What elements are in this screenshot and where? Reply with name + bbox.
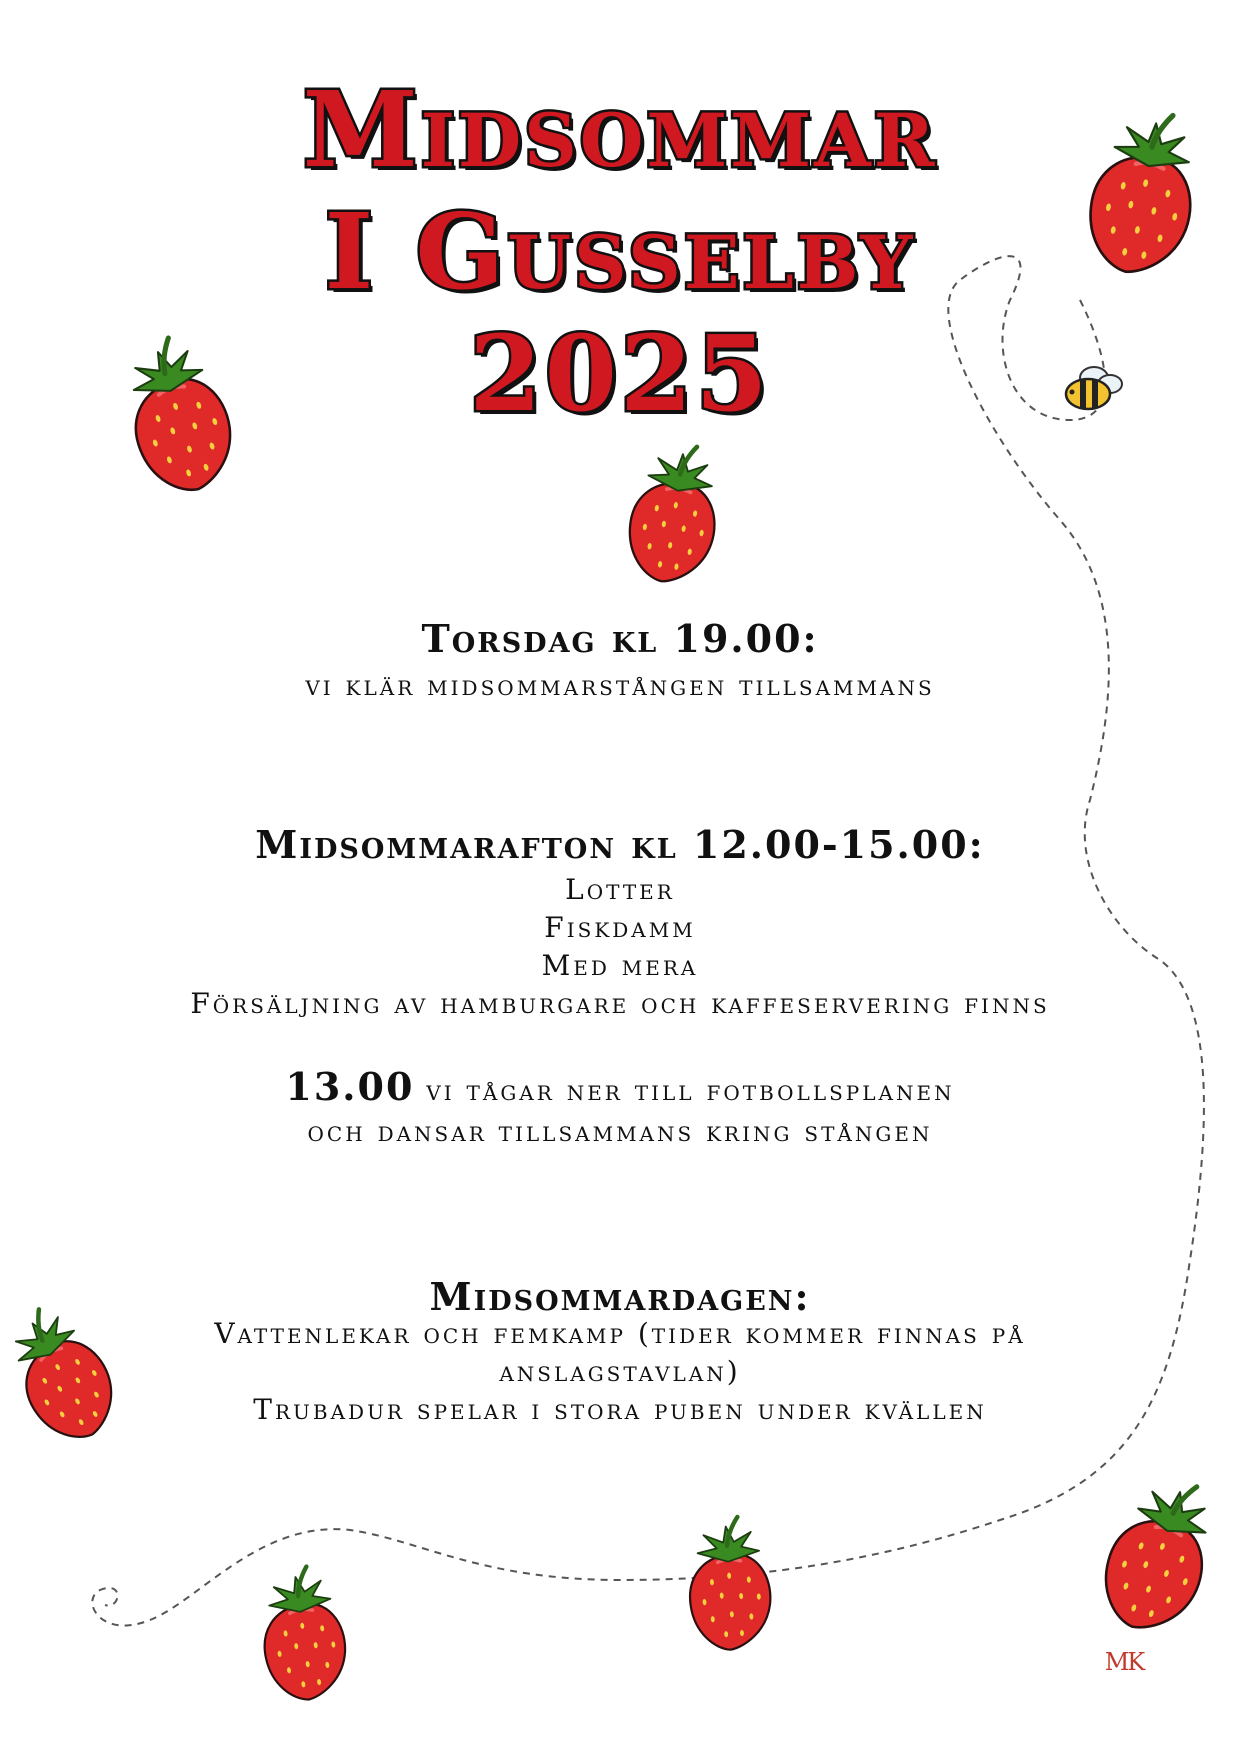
day-heading: Midsommardagen: [429, 1274, 811, 1319]
strawberry-icon [1091, 1468, 1227, 1642]
thursday-heading: Torsdag kl 19.00: [421, 616, 819, 661]
title-line-1: Midsommar [302, 68, 938, 191]
eve-parade-text-2: och dansar tillsammans kring stången [307, 1115, 933, 1148]
eve-heading: Midsommarafton kl 12.00-15.00: [255, 822, 985, 867]
day-text-3: Trubadur spelar i stora puben under kvällen [253, 1393, 987, 1426]
eve-item-fiskdamm: Fiskdamm [544, 911, 696, 944]
eve-parade-line [0, 1064, 1240, 1109]
title-line-2: I Gusselby [324, 190, 916, 313]
signature: MK [1104, 1648, 1144, 1676]
day-text-1: Vattenlekar och femkamp (tider kommer finnas på [214, 1317, 1026, 1350]
eve-item-forsaljning: Försäljning av hamburgare och kaffeservering finns [190, 987, 1050, 1020]
day-text-2: anslagstavlan) [499, 1355, 741, 1388]
thursday-text: vi klär midsommarstången tillsammans [305, 669, 935, 702]
strawberry-icon [685, 1515, 774, 1652]
title-line-3: 2025 [469, 312, 771, 435]
eve-parade-time: 13.00 [285, 1064, 415, 1109]
eve-item-med-mera: Med mera [541, 949, 699, 982]
strawberry-icon [623, 439, 725, 587]
eve-item-lotter: Lotter [565, 873, 675, 906]
strawberry-icon [254, 1563, 352, 1705]
eve-parade-text: vi tågar ner till fotbollsplanen [426, 1074, 955, 1107]
